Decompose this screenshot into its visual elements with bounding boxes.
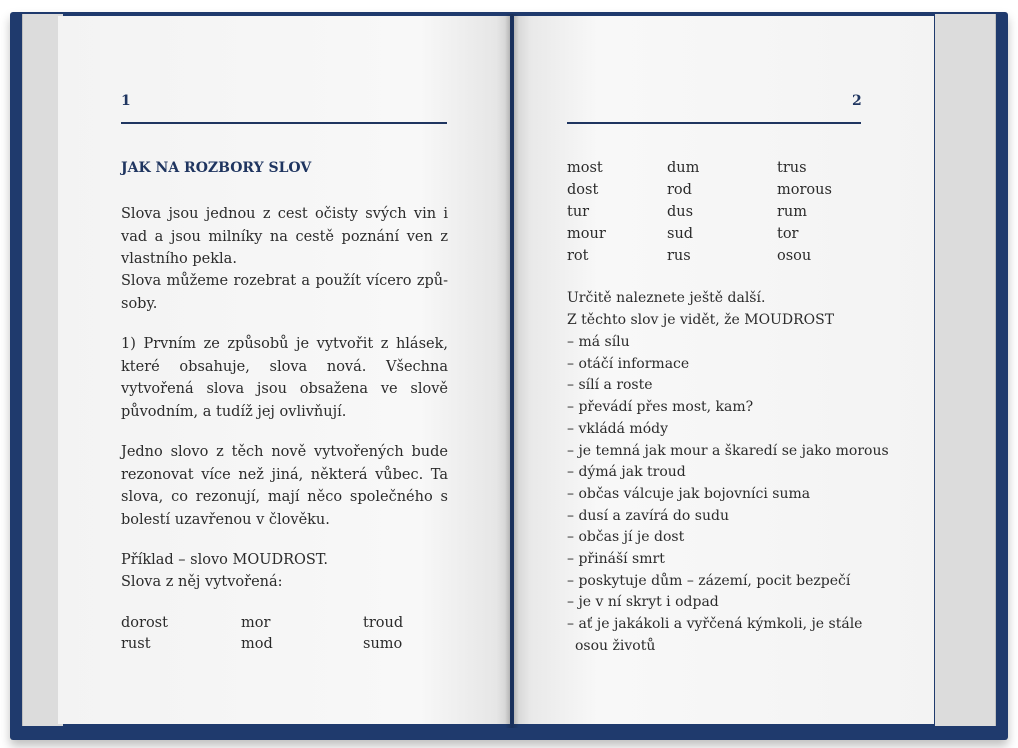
word-cell: dum	[667, 160, 700, 176]
list-item: – poskytuje dům – zázemí, pocit bezpečí	[567, 572, 851, 589]
word-row	[567, 201, 832, 223]
example-line: Příklad – slovo MOUDROST.	[121, 552, 328, 568]
word-cell: osou	[777, 248, 812, 264]
word-row	[567, 223, 832, 245]
list-item: – ať je jakákoli a vyřčená kýmkoli, je stále	[567, 616, 863, 633]
list-item: – má sílu	[567, 334, 630, 350]
word-cell: dost	[567, 182, 599, 198]
word-row	[567, 179, 832, 201]
word-cell: tur	[567, 204, 590, 220]
paragraph: Slova můžeme rozebrat a použít vícero způsoby.	[121, 273, 448, 312]
left-page-stack	[22, 14, 63, 726]
word-cell: rum	[777, 204, 808, 220]
list-item: – je temná jak mour a škaredí se jako morous	[567, 442, 889, 459]
right-page-number: 2	[852, 93, 862, 109]
word-cell: rus	[667, 248, 691, 264]
intro-line: Určitě naleznete ještě další.	[567, 290, 766, 306]
word-cell: tor	[777, 226, 799, 242]
list-item: – občas jí je dost	[567, 529, 685, 546]
intro-text	[567, 288, 834, 331]
list-item: – dusí a zavírá do sudu	[567, 507, 729, 524]
left-word-table	[121, 613, 403, 655]
list-item: – vkládá módy	[567, 420, 669, 437]
word-cell: sud	[667, 226, 694, 242]
list-item: – přináší smrt	[567, 551, 665, 568]
left-header-rule	[121, 122, 447, 124]
word-cell: most	[567, 160, 603, 176]
list-item: – sílí a roste	[567, 377, 653, 394]
word-row	[121, 634, 403, 655]
word-cell: rust	[121, 636, 151, 652]
right-header-rule	[567, 122, 861, 124]
book-spine	[505, 14, 519, 728]
list-item: – je v ní skryt i odpad	[567, 594, 719, 611]
chapter-heading: JAK NA ROZBORY SLOV	[121, 160, 312, 176]
word-row	[567, 245, 832, 267]
word-cell: mod	[241, 636, 273, 652]
list-item: – převádí přes most, kam?	[567, 399, 754, 416]
word-cell: sumo	[363, 636, 403, 652]
right-word-table	[567, 157, 832, 267]
word-row	[121, 613, 403, 634]
paragraph: 1) Prvním ze způsobů je vytvořit z hlásek, které obsahuje, slova nová. Všechna vytvořená slova jsou obsažena ve slově původním, a tudíž jej ovlivňují.	[121, 336, 448, 420]
list-item: – dýmá jak troud	[567, 464, 686, 481]
word-cell: dorost	[121, 615, 168, 631]
paragraph: Slova jsou jednou z cest očisty svých vin i vad a jsou milníky na cestě poznání ven z vlastního pekla.	[121, 206, 448, 267]
word-cell: trus	[777, 160, 807, 176]
word-cell: mor	[241, 615, 271, 631]
list-item: – občas válcuje jak bojovníci suma	[567, 485, 811, 502]
intro-line: Z těchto slov je vidět, že MOUDROST	[567, 311, 835, 328]
example-line: Slova z něj vytvořená:	[121, 574, 283, 590]
paragraph: Jedno slovo z těch nově vytvořených bude rezonovat více než jiná, některá vůbec. Ta slova, co rezonují, mají něco společného s bolestí uzavřenou v člověku.	[121, 444, 448, 528]
word-cell: rot	[567, 248, 589, 264]
word-cell: rod	[667, 182, 692, 198]
word-cell: troud	[363, 615, 404, 631]
right-page-stack	[935, 14, 996, 726]
word-cell: mour	[567, 226, 606, 242]
list-item: – otáčí informace	[567, 355, 690, 372]
trait-list	[567, 332, 889, 658]
word-cell: morous	[777, 182, 832, 198]
left-page-number: 1	[121, 93, 131, 109]
list-item: osou životů	[575, 637, 656, 654]
word-row	[567, 157, 832, 179]
word-cell: dus	[667, 204, 694, 220]
